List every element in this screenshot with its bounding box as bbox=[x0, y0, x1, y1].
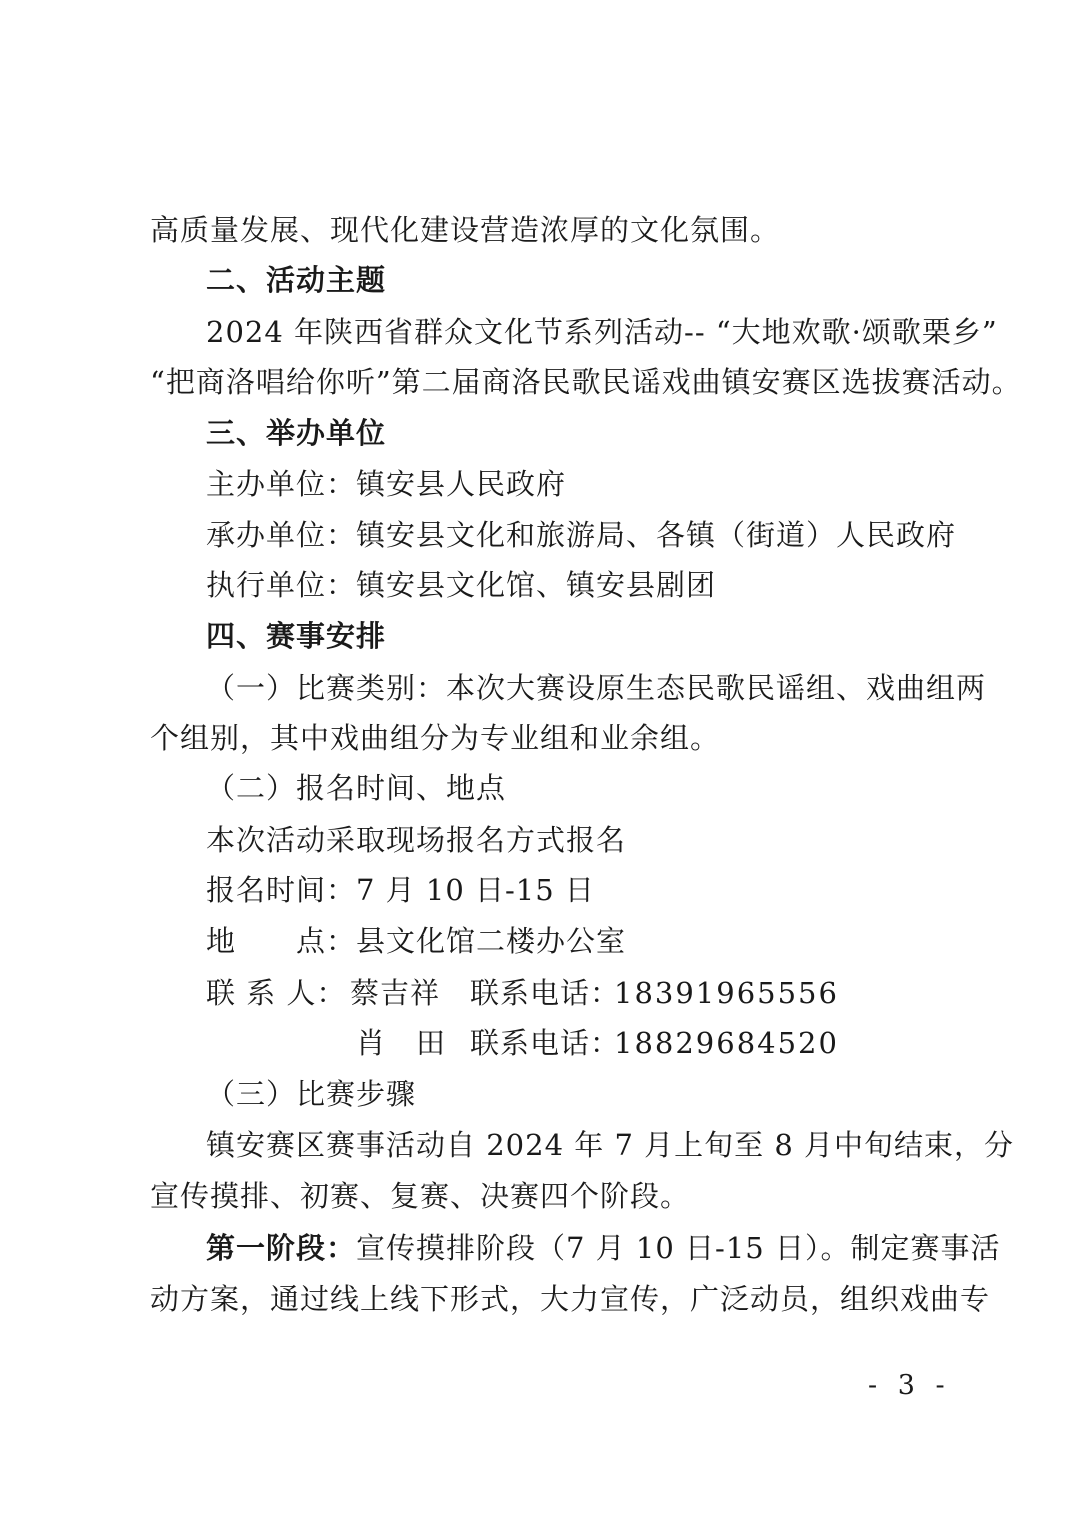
contact-label: 联 系 人： bbox=[206, 976, 347, 1010]
paragraph-line: 2024 年陕西省群众文化节系列活动-- “大地欢歌·颂歌栗乡” bbox=[206, 315, 998, 349]
paragraph-line: 承办单位：镇安县文化和旅游局、各镇（街道）人民政府 bbox=[206, 518, 957, 552]
contact-person: 蔡吉祥 bbox=[350, 976, 441, 1010]
paragraph-line: “把商洛唱给你听”第二届商洛民歌民谣戏曲镇安赛区选拔赛活动。 bbox=[150, 365, 1022, 399]
subheading-steps: （三）比赛步骤 bbox=[206, 1077, 417, 1111]
paragraph-line: 动方案，通过线上线下形式，大力宣传，广泛动员，组织戏曲专 bbox=[150, 1282, 991, 1316]
paragraph-line: （一）比赛类别：本次大赛设原生态民歌民谣组、戏曲组两 bbox=[206, 671, 987, 705]
subheading-registration: （二）报名时间、地点 bbox=[206, 771, 507, 805]
phone-number: 18829684520 bbox=[614, 1026, 839, 1060]
stage-one-title: 宣传摸排阶段（7 月 10 日-15 日） bbox=[356, 1231, 821, 1265]
paragraph-line: 个组别，其中戏曲组分为专业组和业余组。 bbox=[150, 721, 721, 755]
paragraph-line: 执行单位：镇安县文化馆、镇安县剧团 bbox=[206, 568, 717, 602]
paragraph-line: 高质量发展、现代化建设营造浓厚的文化氛围。 bbox=[150, 213, 781, 247]
section-heading-theme: 二、活动主题 bbox=[206, 263, 387, 297]
stage-one-label: 第一阶段： bbox=[206, 1231, 357, 1265]
paragraph-line: 主办单位：镇安县人民政府 bbox=[206, 467, 567, 501]
paragraph-line: 宣传摸排、初赛、复赛、决赛四个阶段。 bbox=[150, 1179, 691, 1213]
stage-one-line bbox=[206, 1228, 1000, 1268]
paragraph-line: 镇安赛区赛事活动自 2024 年 7 月上旬至 8 月中旬结束，分 bbox=[206, 1128, 1015, 1162]
paragraph-text: 。制定赛事活 bbox=[820, 1231, 1001, 1265]
section-heading-schedule: 四、赛事安排 bbox=[206, 619, 387, 653]
registration-time: 报名时间：7 月 10 日-15 日 bbox=[206, 873, 595, 907]
phone-label: 联系电话： bbox=[470, 1026, 621, 1060]
paragraph-line: 本次活动采取现场报名方式报名 bbox=[206, 823, 627, 857]
page-number: - 3 - bbox=[868, 1370, 951, 1401]
phone-number: 18391965556 bbox=[614, 976, 839, 1010]
registration-location: 地 点：县文化馆二楼办公室 bbox=[206, 924, 627, 958]
contact-person: 肖 田 bbox=[356, 1026, 447, 1060]
phone-label: 联系电话： bbox=[470, 976, 621, 1010]
section-heading-organizers: 三、举办单位 bbox=[206, 416, 387, 450]
